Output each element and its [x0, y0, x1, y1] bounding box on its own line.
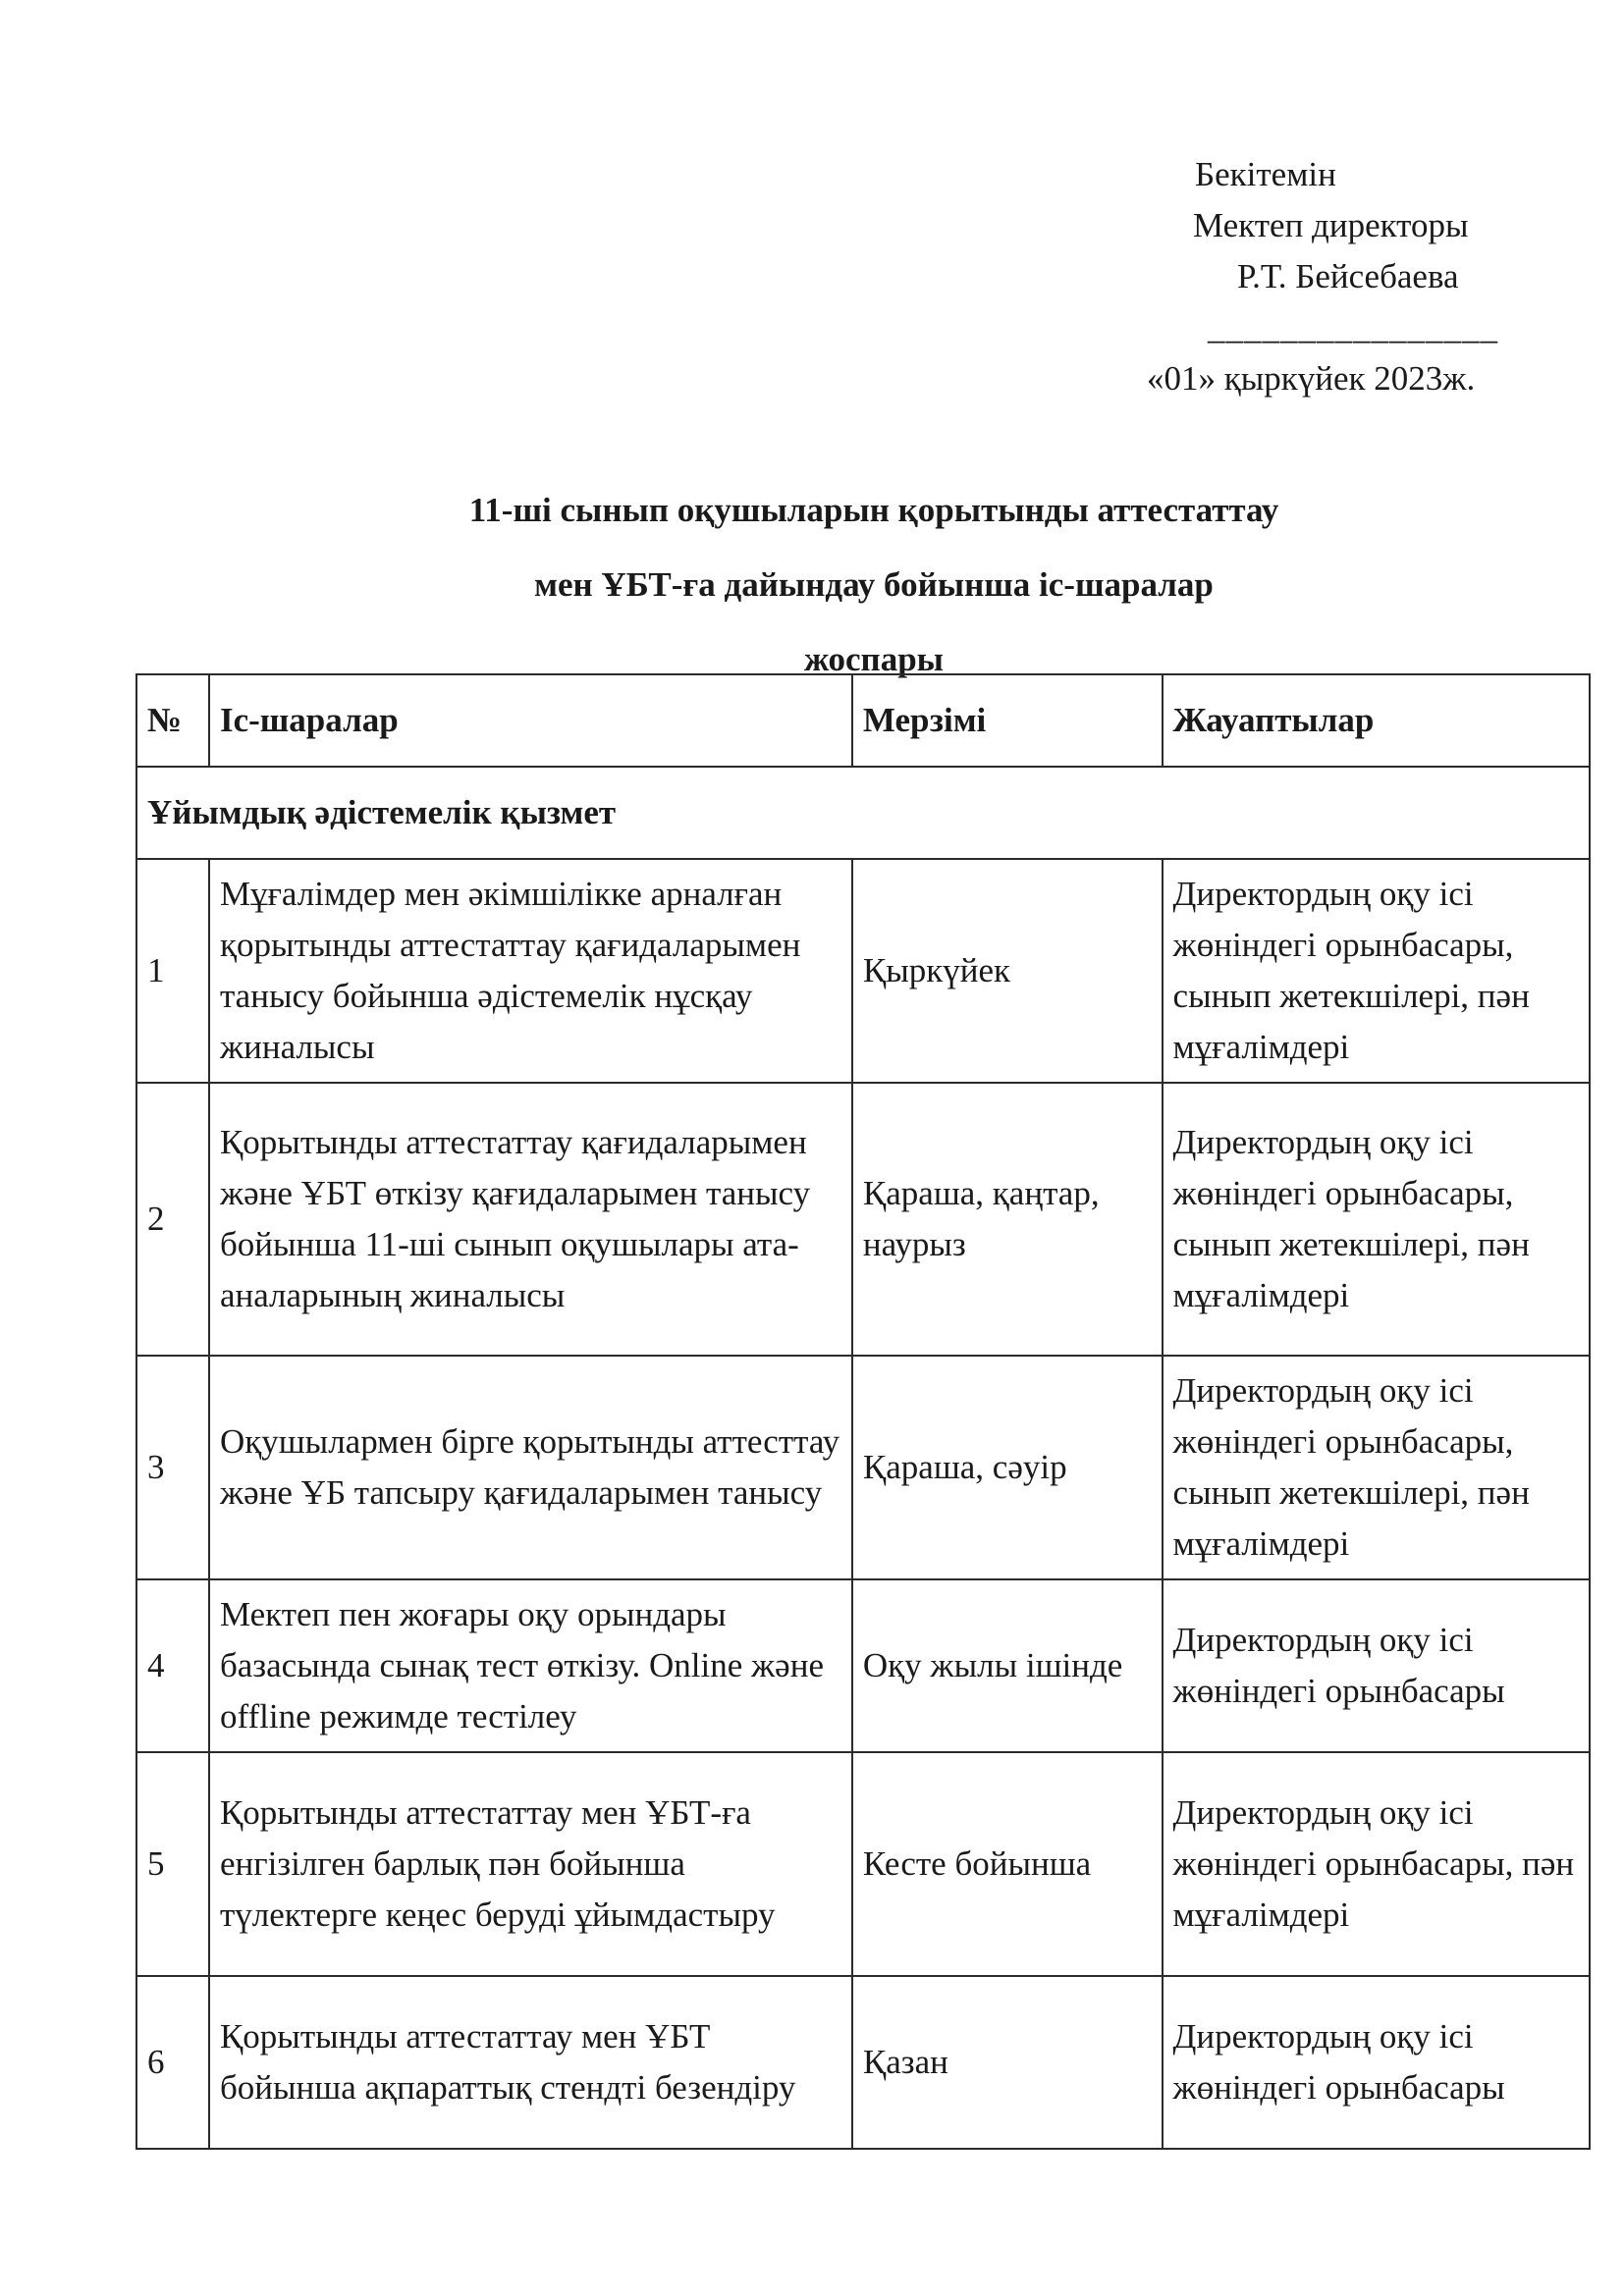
row-date: Қазан	[852, 1976, 1163, 2149]
header-activity: Іс-шаралар	[209, 674, 852, 767]
row-date: Қараша, қаңтар, наурыз	[852, 1083, 1163, 1356]
signature-line: ________________	[1208, 308, 1498, 347]
row-date: Кесте бойынша	[852, 1752, 1163, 1976]
table-row	[136, 1356, 1590, 1579]
title-line-1: 11-ші сынып оқушыларын қорытынды аттестаттау	[468, 491, 1279, 529]
header-responsible: Жауаптылар	[1163, 674, 1590, 767]
row-activity: Қорытынды аттестаттау қағидаларымен және ҰБТ өткізу қағидаларымен танысу бойынша 11-ші сынып оқушылары ата-аналарының жиналысы	[209, 1083, 852, 1356]
row-activity: Мұғалімдер мен әкімшілікке арналған қорытынды аттестаттау қағидаларымен танысу бойынша әдістемелік нұсқау жиналысы	[209, 859, 852, 1083]
header-number: №	[136, 674, 209, 767]
row-number: 5	[136, 1752, 209, 1976]
table-row	[136, 1752, 1590, 1976]
document-title	[0, 473, 1624, 697]
row-number: 2	[136, 1083, 209, 1356]
approval-date: «01» қыркүйек 2023ж.	[1147, 359, 1476, 398]
table-header-row	[136, 674, 1590, 767]
table-row	[136, 1976, 1590, 2149]
row-responsible: Директордың оқу ісі жөніндегі орынбасары, сынып жетекшілері, пән мұғалімдері	[1163, 1356, 1590, 1579]
row-responsible: Директордың оқу ісі жөніндегі орынбасары, сынып жетекшілері, пән мұғалімдері	[1163, 859, 1590, 1083]
title-line-2: мен ҰБТ-ға дайындау бойынша іс-шаралар	[534, 565, 1214, 604]
approver-name: Р.Т. Бейсебаева	[1237, 257, 1459, 295]
row-date: Қараша, сәуір	[852, 1356, 1163, 1579]
approval-label: Бекітемін	[1195, 155, 1336, 193]
row-activity: Қорытынды аттестаттау мен ҰБТ-ға енгізілген барлық пән бойынша түлектерге кеңес беруді ұйымдастыру	[209, 1752, 852, 1976]
header-date: Мерзімі	[852, 674, 1163, 767]
title-line-3: жоспары	[804, 640, 944, 678]
section-row	[136, 767, 1590, 859]
section-title: Ұйымдық әдістемелік қызмет	[136, 767, 1590, 859]
table-row	[136, 859, 1590, 1083]
row-number: 6	[136, 1976, 209, 2149]
row-responsible: Директордың оқу ісі жөніндегі орынбасары	[1163, 1976, 1590, 2149]
row-activity: Мектеп пен жоғары оқу орындары базасында сынақ тест өткізу. Online және offline режимде тестілеу	[209, 1579, 852, 1752]
approver-position: Мектеп директоры	[1193, 206, 1469, 244]
activity-plan-table	[135, 673, 1591, 2150]
row-responsible: Директордың оқу ісі жөніндегі орынбасары, пән мұғалімдері	[1163, 1752, 1590, 1976]
row-responsible: Директордың оқу ісі жөніндегі орынбасары, сынып жетекшілері, пән мұғалімдері	[1163, 1083, 1590, 1356]
row-activity: Оқушылармен бірге қорытынды аттесттау және ҰБ тапсыру қағидаларымен танысу	[209, 1356, 852, 1579]
row-number: 3	[136, 1356, 209, 1579]
row-number: 4	[136, 1579, 209, 1752]
row-activity: Қорытынды аттестаттау мен ҰБТ бойынша ақпараттық стендті безендіру	[209, 1976, 852, 2149]
table-row	[136, 1579, 1590, 1752]
approval-stamp-block	[1060, 149, 1532, 404]
row-date: Қыркүйек	[852, 859, 1163, 1083]
row-date: Оқу жылы ішінде	[852, 1579, 1163, 1752]
row-responsible: Директордың оқу ісі жөніндегі орынбасары	[1163, 1579, 1590, 1752]
row-number: 1	[136, 859, 209, 1083]
table-row	[136, 1083, 1590, 1356]
